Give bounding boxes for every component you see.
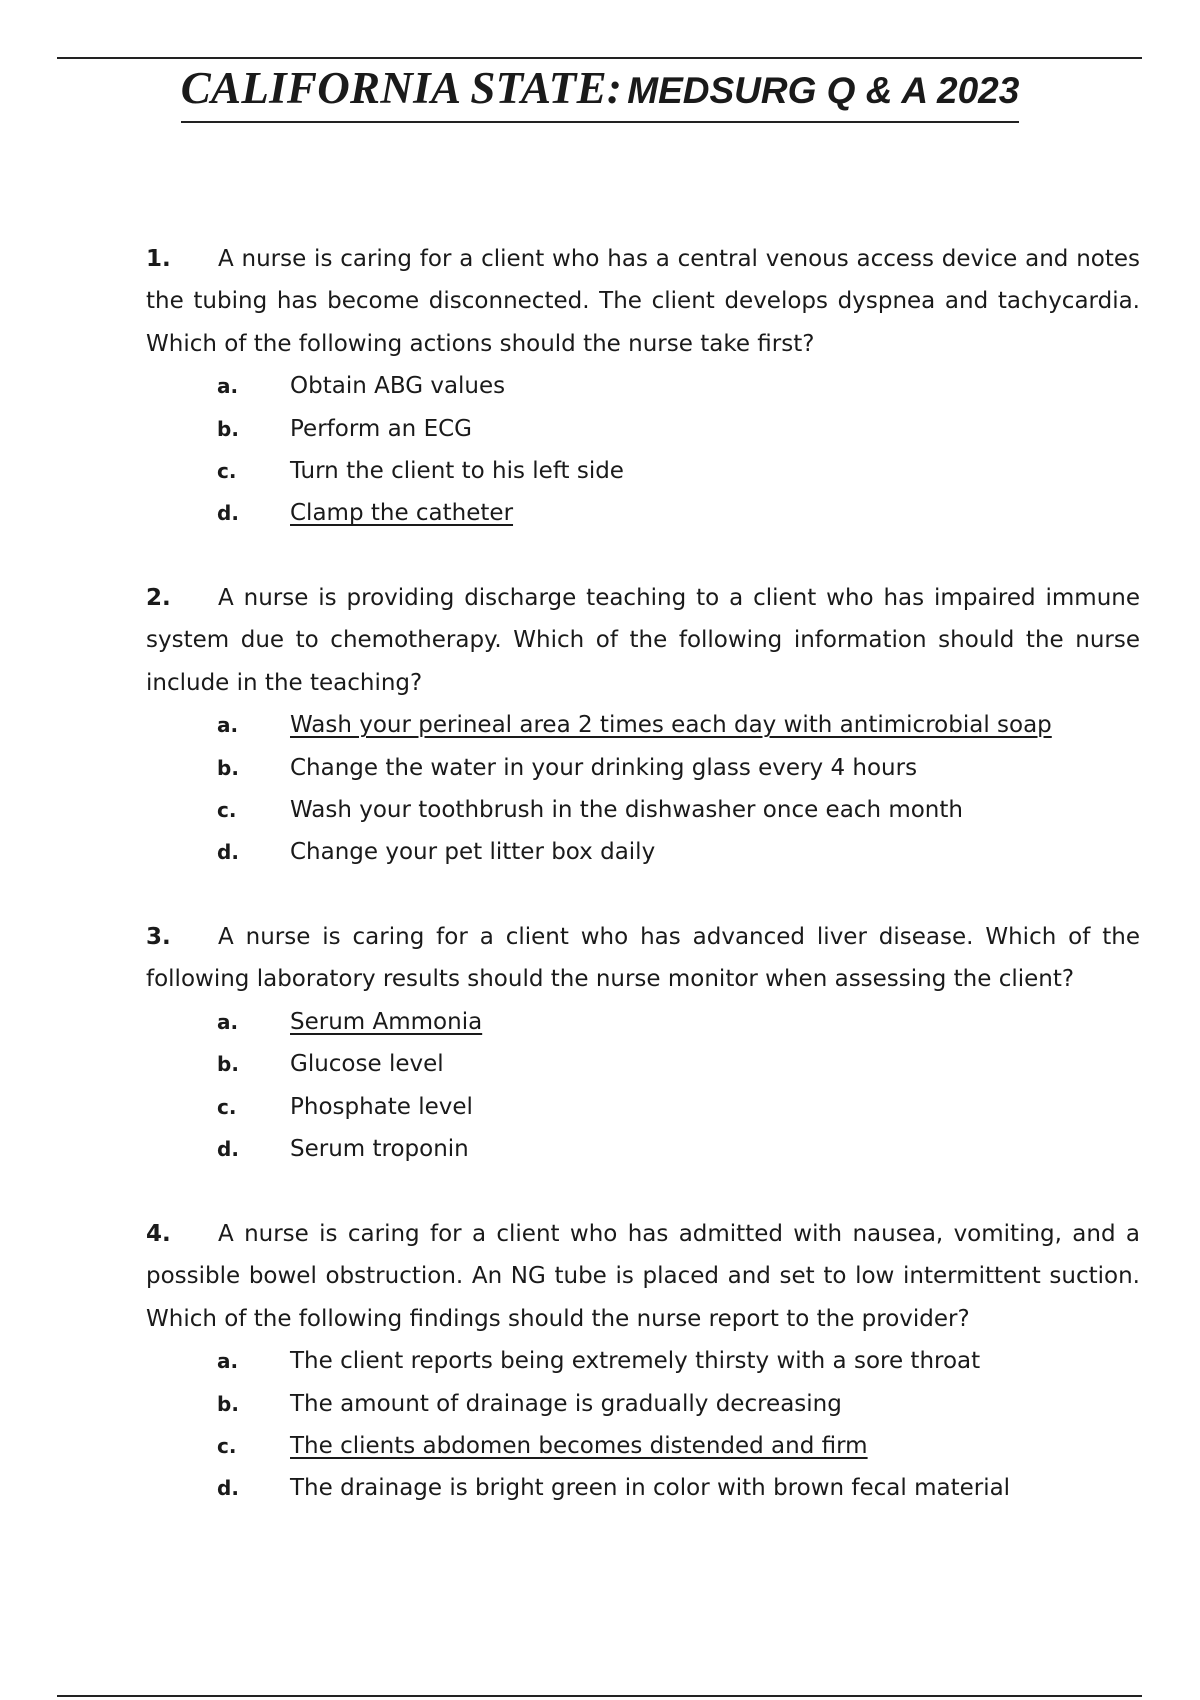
option-text-underlined: The clients abdomen becomes distended and firm [290,1433,868,1459]
option-text: Change your pet litter box daily [290,839,656,866]
option-letter: d. [217,840,239,865]
option-letter: b. [217,1391,239,1416]
question-2-stem: A nurse is providing discharge teaching to a client who has impaired immune system due to chemotherapy. Which of the following information should the nurse include in the teaching? [146,585,1140,696]
question-4-stem: A nurse is caring for a client who has admitted with nausea, vomiting, and a possible bowel obstruction. An NG tube is placed and set to low intermittent suction. Which of the following findings should the nurse report to the provider? [146,1221,1140,1332]
option-letter: a. [217,1009,239,1034]
option-text: Wash your toothbrush in the dishwasher once each month [290,797,963,823]
option-text: Change the water in your drinking glass every 4 hours [290,754,918,781]
option-text: Perform an ECG [290,415,472,442]
option-letter: a. [217,713,239,738]
option-text: Phosphate level [290,1093,473,1120]
question-1-text [146,238,1140,365]
question-1 [146,238,1140,535]
page-title [0,63,1200,123]
option-4c [146,1425,1140,1467]
question-3 [146,916,1140,1170]
option-text: The drainage is bright green in color with brown fecal material [290,1475,1011,1502]
option-text-underlined: Wash your perineal area 2 times each day with antimicrobial soap [290,712,1052,739]
option-3a [146,1001,1140,1043]
option-letter: a. [217,374,239,399]
option-letter: c. [217,1094,237,1119]
question-3-text [146,916,1140,1001]
option-1d [146,492,1140,534]
option-1b [146,408,1140,450]
question-1-stem: A nurse is caring for a client who has a central venous access device and notes the tubing has become disconnected. The client develops dyspnea and tachycardia. Which of the following actions should the nurse take first? [146,246,1140,357]
option-1c [146,450,1140,492]
question-2 [146,577,1140,874]
question-4-text [146,1213,1140,1340]
option-letter: a. [217,1349,239,1374]
question-2-options [146,704,1140,874]
question-2-number: 2. [146,585,171,611]
question-4-options [146,1340,1140,1510]
option-letter: d. [217,1136,239,1161]
option-text: Serum troponin [290,1135,469,1162]
question-3-number: 3. [146,924,171,950]
option-letter: c. [217,459,237,483]
option-2a [146,704,1140,746]
option-3d [146,1128,1140,1170]
question-4-number: 4. [146,1221,171,1247]
option-letter: b. [217,1052,239,1077]
title-underlined [180,63,1020,123]
question-3-options [146,1001,1140,1171]
option-text: Turn the client to his left side [290,458,624,484]
option-3c [146,1086,1140,1128]
option-2d [146,831,1140,873]
option-1a [146,365,1140,407]
option-text-underlined: Clamp the catheter [290,500,514,527]
option-text: The amount of drainage is gradually decreasing [290,1390,842,1417]
header-rule [57,57,1142,59]
title-part-serif: CALIFORNIA STATE: [180,63,623,113]
question-1-number: 1. [146,246,171,272]
option-text: The client reports being extremely thirsty with a sore throat [290,1348,981,1375]
option-4d [146,1467,1140,1509]
option-2b [146,747,1140,789]
option-letter: c. [217,798,237,822]
title-part-sans: MEDSURG Q & A 2023 [627,70,1020,111]
question-3-stem: A nurse is caring for a client who has advanced liver disease. Which of the following laboratory results should the nurse monitor when assessing the client? [146,924,1140,993]
option-text: Obtain ABG values [290,373,506,400]
option-letter: c. [217,1434,237,1458]
question-1-options [146,365,1140,535]
option-4a [146,1340,1140,1382]
option-letter: d. [217,1476,239,1501]
question-2-text [146,577,1140,704]
option-3b [146,1043,1140,1085]
option-text-underlined: Serum Ammonia [290,1008,483,1035]
option-letter: b. [217,755,239,780]
option-letter: b. [217,416,239,441]
option-2c [146,789,1140,831]
option-text: Glucose level [290,1051,444,1078]
question-4 [146,1213,1140,1510]
footer-rule [57,1695,1142,1697]
option-4b [146,1383,1140,1425]
option-letter: d. [217,501,239,526]
